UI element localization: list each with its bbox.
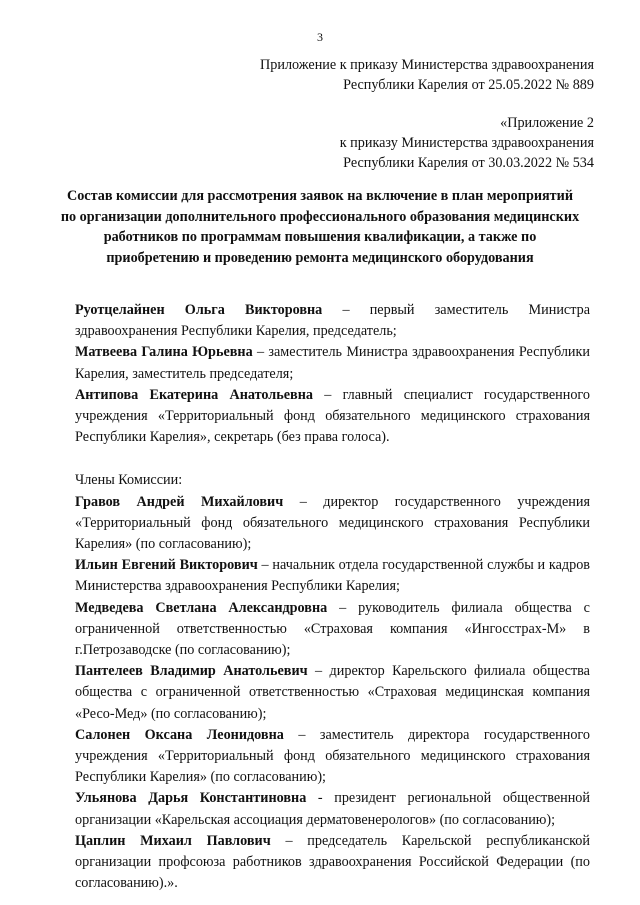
member-role: – заместитель директора государственного учреждения «Территориальный фонд обязательного медицинского страхования Республики Карелия» (по согласованию); (75, 726, 590, 786)
member-role: - президент региональной общественной организации «Карельская ассоциация дерматовенерологов» (по согласованию); (75, 790, 590, 828)
member-name: Гравов Андрей Михайлович (75, 493, 284, 510)
leadership-entry (75, 385, 590, 449)
appendix-reference (260, 55, 594, 95)
leadership-entry (75, 300, 590, 342)
member-name: Руотцелайнен Ольга Викторовна (75, 302, 323, 318)
member-name: Салонен Оксана Леонидовна (75, 726, 284, 743)
member-name: Антипова Екатерина Анатольевна (75, 386, 313, 403)
section-gap (75, 448, 590, 470)
appendix-2-reference-line: Республики Карелия от 30.03.2022 № 534 (343, 155, 594, 171)
document-title: Состав комиссии для рассмотрения заявок на включение в план мероприятий по организации дополнительного профессионального образования медицинских работников по программам повышения квалификации, а также по приобретению и проведению ремонта медицинского оборудования (60, 188, 580, 266)
commission-list (75, 300, 590, 894)
member-role: – директор Карельского филиала общества общества с ограниченной ответственностью «Страховая медицинская компания «Ресо-Мед» (по согласованию); (75, 663, 590, 722)
leadership-list (75, 300, 590, 448)
member-role: – заместитель Министра здравоохранения Республики Карелия, заместитель председателя; (75, 344, 591, 382)
member-role: – председатель Карельской республиканской организации профсоюза работников здравоохранения Российской Федерации (по согласованию).». (75, 832, 590, 892)
members-list (75, 492, 590, 895)
member-role: – первый заместитель Министра здравоохранения Республики Карелия, председатель; (75, 302, 590, 340)
member-entry (75, 788, 590, 830)
member-name: Медведева Светлана Александровна (75, 599, 328, 616)
member-entry (75, 598, 590, 662)
appendix-reference-line: Республики Карелия от 25.05.2022 № 889 (343, 77, 594, 93)
member-name: Пантелеев Владимир Анатольевич (75, 663, 308, 680)
member-role: – начальник отдела государственной службы и кадров Министерства здравоохранения Республики Карелия; (75, 557, 590, 595)
member-entry (75, 492, 590, 556)
member-name: Матвеева Галина Юрьевна (75, 344, 253, 361)
member-name: Ильин Евгений Викторович (75, 557, 258, 574)
appendix-2-reference-line: к приказу Министерства здравоохранения (339, 135, 594, 151)
member-name: Цаплин Михаил Павлович (75, 832, 271, 849)
member-entry (75, 555, 590, 597)
page-number: 3 (317, 30, 323, 44)
appendix-2-reference-line: «Приложение 2 (500, 115, 594, 131)
appendix-reference-line: Приложение к приказу Министерства здравоохранения (260, 57, 594, 73)
member-role: – главный специалист государственного учреждения «Территориальный фонд обязательного медицинского страхования Республики Карелия», секретарь (без права голоса). (75, 386, 590, 446)
member-role: – директор государственного учреждения «Территориальный фонд обязательного медицинского страхования Республики Карелия» (по согласованию); (75, 493, 590, 553)
member-name: Ульянова Дарья Константиновна (75, 790, 307, 807)
member-entry (75, 725, 590, 789)
member-role: – руководитель филиала общества с ограниченной ответственностью «Страховая компания «Ингосстрах-М» в г.Петрозаводске (по согласованию); (75, 599, 590, 659)
leadership-entry (75, 342, 590, 384)
appendix-2-reference (340, 113, 594, 173)
members-heading: Члены Комиссии: (75, 472, 183, 489)
member-entry (75, 831, 590, 895)
member-entry (75, 661, 590, 725)
